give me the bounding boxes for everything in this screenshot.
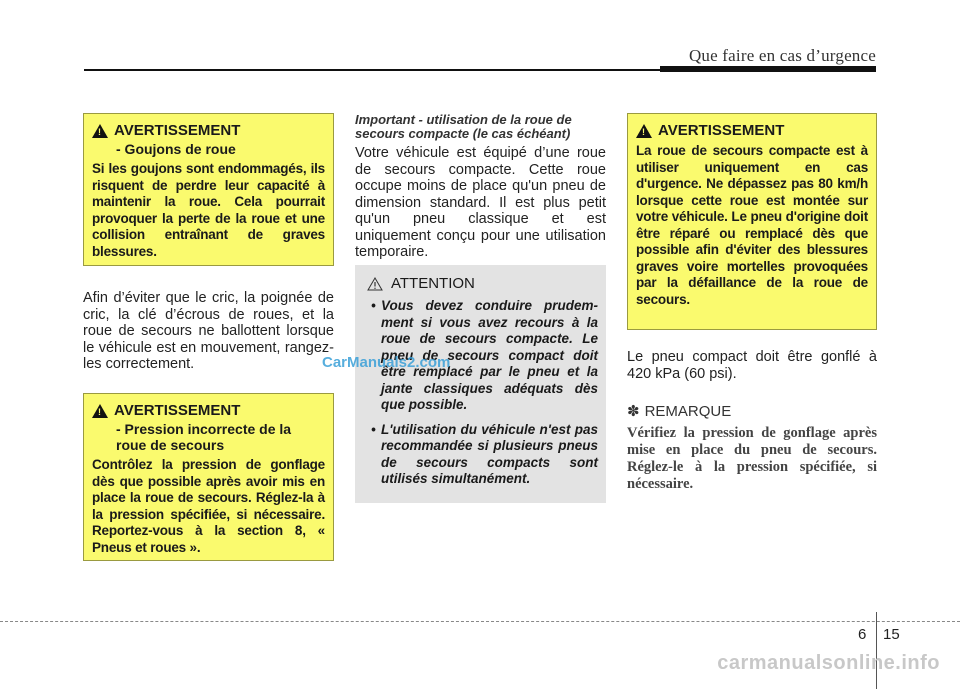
source-site-watermark: carmanualsonline.info <box>717 652 940 674</box>
attention-item: • Vous devez conduire prudem-ment si vous avez recours à la roue de secours compacte. Le pneu de secours compact doit être remplacé par le pneu et la jante classiques adéquats dès que possible. <box>371 298 598 412</box>
compact-spare-paragraph: Votre véhicule est équipé d’une roue de secours compacte. Cette roue occupe moins de place qu'un pneu de dimension standard. Il est plus petit qu'un pneu classique et est uniquement conçu pour une utilisation temporaire. <box>355 145 606 260</box>
warning-subtitle: - Pression incorrecte de la roue de secours <box>116 421 292 453</box>
attention-title: ATTENTION <box>391 275 475 292</box>
warning-box-wheel-bolts <box>83 113 334 266</box>
compact-spare-heading: Important - utilisation de la roue de secours compacte (le cas échéant) <box>355 112 572 141</box>
attention-item: • L'utilisation du véhicule n'est pas recommandée si plusieurs pneus de secours compacts sont utilisés simultanément. <box>371 421 598 486</box>
attention-list <box>367 298 598 488</box>
warning-triangle-icon <box>92 404 108 418</box>
warning-subtitle: - Goujons de roue <box>116 141 236 157</box>
watermark: CarManuals2.com <box>322 354 451 371</box>
warning-body: Si les goujons sont endommagés, ils risquent de perdre leur capacité à maintenir la roue. Cela pourrait provoquer la perte de la roue et une collision entraînant de graves blessures. <box>92 161 325 259</box>
inflation-paragraph: Le pneu compact doit être gonflé à 420 kPa (60 psi). <box>627 349 877 382</box>
caution-triangle-icon <box>367 277 383 291</box>
warning-title: AVERTISSEMENT <box>658 122 785 139</box>
storage-paragraph: Afin d’éviter que le cric, la poignée de cric, la clé d’écrous de roues, et la roue de secours ne ballottent lorsque le véhicule est en mouvement, rangez-les correctement. <box>83 290 334 372</box>
warning-triangle-icon <box>636 124 652 138</box>
page-number: 15 <box>883 626 900 643</box>
warning-box-spare-pressure <box>83 393 334 561</box>
remark-heading <box>627 402 731 420</box>
chapter-number: 6 <box>858 626 867 643</box>
footer-rule <box>0 621 960 622</box>
warning-title: AVERTISSEMENT <box>114 122 241 139</box>
warning-body: La roue de secours compacte est à utiliser uniquement en cas d'urgence. Ne dépassez pas 80 km/h lorsque cette roue est montée sur votre véhicule. Le pneu d'origine doit être réparé ou remplacé dès que possible afin d'éviter des blessures graves voire mortelles provoquées par la défaillance de la roue de secours. <box>636 143 868 307</box>
warning-box-compact-spare <box>627 113 877 330</box>
attention-box <box>355 265 606 503</box>
header-rule-accent <box>660 66 876 72</box>
section-title: Que faire en cas d’urgence <box>688 46 876 65</box>
remark-title: REMARQUE <box>644 402 732 420</box>
warning-title: AVERTISSEMENT <box>114 402 241 419</box>
warning-body: Contrôlez la pression de gonflage dès que possible après avoir mis en place la roue de secours. Réglez-la à la pression spécifiée, si nécessaire. Reportez-vous à la section 8, « Pneus et roues ». <box>92 457 325 555</box>
warning-triangle-icon <box>92 124 108 138</box>
remark-star-icon: ✽ <box>627 403 640 420</box>
header-rule <box>84 69 660 71</box>
footer-divider <box>876 612 877 689</box>
remark-body: Vérifiez la pression de gonflage après mise en place du pneu de secours. Réglez-le à la pression spécifiée, si nécessaire. <box>627 425 877 492</box>
